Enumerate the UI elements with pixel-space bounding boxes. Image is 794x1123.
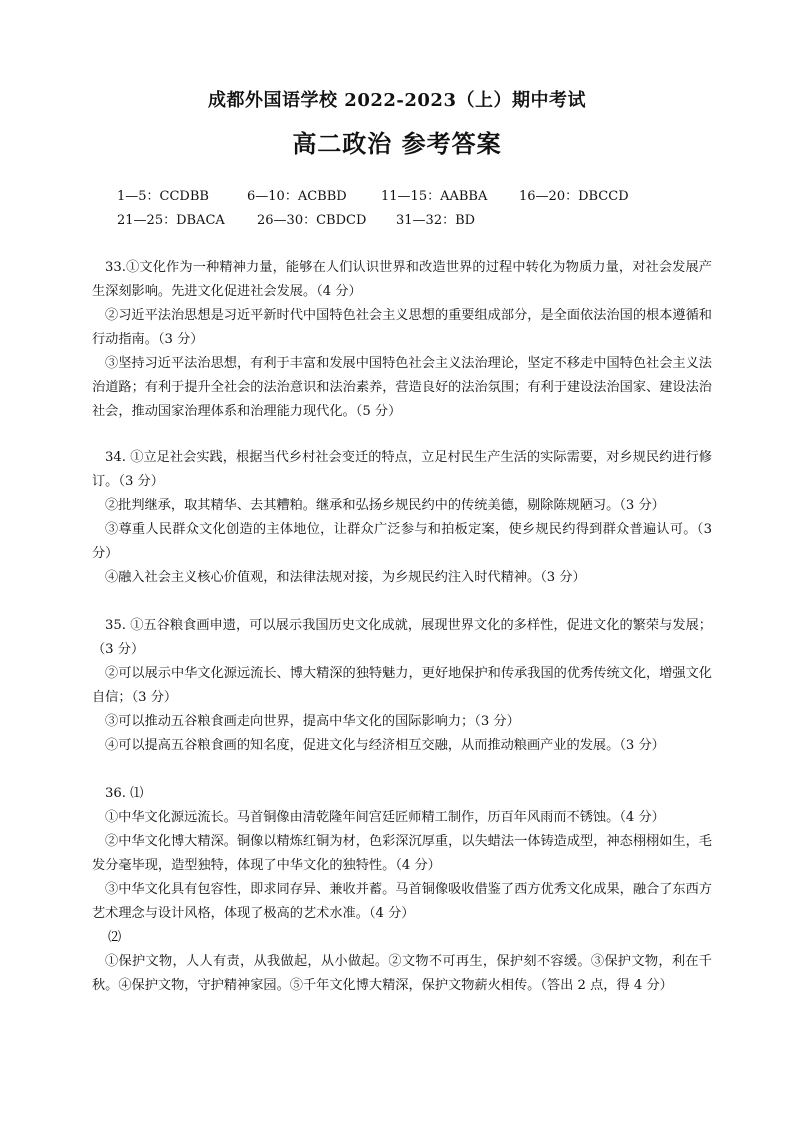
question-number: 36. ⑴ <box>105 786 144 801</box>
answer-group: 11—15：AABBA <box>381 189 488 204</box>
answer-paragraph: ②习近平法治思想是习近平新时代中国特色社会主义思想的重要组成部分，是全面依法治国的根本遵循和行动指南。（3 分） <box>92 308 712 347</box>
answer-group: 31—32：BD <box>396 213 476 228</box>
answer-paragraph: ②可以展示中华文化源远流长、博大精深的独特魅力，更好地保护和传承我国的优秀传统文化，增强文化自信；（3 分） <box>92 666 712 705</box>
sub-question-number: ⑵ <box>108 930 122 945</box>
answer-group: 21—25：DBACA <box>117 213 225 228</box>
answer-group: 16—20：DBCCD <box>519 189 629 204</box>
choice-answers <box>117 185 717 233</box>
answer-paragraph: ①保护文物，人人有责，从我做起，从小做起。②文物不可再生，保护刻不容缓。③保护文物，利在千秋。④保护文物，守护精神家园。⑤千年文化博大精深，保护文物薪火相传。（答出 2 点，得 4 分） <box>92 954 712 993</box>
answer-group: 1—5：CCDBB <box>117 189 209 204</box>
question-35 <box>92 614 712 758</box>
answer-paragraph: ④可以提高五谷粮食画的知名度，促进文化与经济相互交融，从而推动粮画产业的发展。（3 分） <box>105 738 665 753</box>
answer-paragraph: ③坚持习近平法治思想，有利于丰富和发展中国特色社会主义法治理论，坚定不移走中国特色社会主义法治道路；有利于提升全社会的法治意识和法治素养，营造良好的法治氛围；有利于建设法治国家、建设法治社会，推动国家治理体系和治理能力现代化。（5 分） <box>92 356 712 419</box>
answer-row <box>117 209 717 233</box>
answer-paragraph: ②中华文化博大精深。铜像以精炼红铜为材，色彩深沉厚重，以失蜡法一体铸造成型，神态栩栩如生，毛发分毫毕现，造型独特，体现了中华文化的独特性。（4 分） <box>92 834 712 873</box>
answer-paragraph: 33.①文化作为一种精神力量，能够在人们认识世界和改造世界的过程中转化为物质力量，对社会发展产生深刻影响。先进文化促进社会发展。（4 分） <box>92 260 712 299</box>
answer-row <box>117 185 717 209</box>
page-subtitle: 高二政治 参考答案 <box>292 129 502 158</box>
answer-paragraph: ①中华文化源远流长。马首铜像由清乾隆年间宫廷匠师精工制作，历百年风雨而不锈蚀。（4 分） <box>105 810 665 825</box>
answer-group: 26—30：CBDCD <box>257 213 367 228</box>
answer-paragraph: ②批判继承，取其精华、去其糟粕。继承和弘扬乡规民约中的传统美德，剔除陈规陋习。（3 分） <box>105 498 665 513</box>
answer-paragraph: ④融入社会主义核心价值观，和法律法规对接，为乡规民约注入时代精神。（3 分） <box>105 570 586 585</box>
question-34 <box>92 446 712 590</box>
answer-paragraph: ③尊重人民群众文化创造的主体地位，让群众广泛参与和拍板定案，使乡规民约得到群众普遍认可。（3 分） <box>92 522 712 561</box>
question-36 <box>92 782 712 998</box>
answer-paragraph: ③中华文化具有包容性，即求同存异、兼收并蓄。马首铜像吸收借鉴了西方优秀文化成果，融合了东西方艺术理念与设计风格，体现了极高的艺术水准。（4 分） <box>92 882 712 921</box>
page-title: 成都外国语学校 2022-2023（上）期中考试 <box>208 90 586 111</box>
answer-paragraph: 34. ①立足社会实践，根据当代乡村社会变迁的特点，立足村民生产生活的实际需要，对乡规民约进行修订。（3 分） <box>92 450 712 489</box>
question-33 <box>92 256 712 424</box>
answer-paragraph: 35. ①五谷粮食画申遗，可以展示我国历史文化成就，展现世界文化的多样性，促进文化的繁荣与发展；（3 分） <box>92 618 712 657</box>
answer-group: 6—10：ACBBD <box>247 189 347 204</box>
answer-paragraph: ③可以推动五谷粮食画走向世界，提高中华文化的国际影响力；（3 分） <box>105 714 520 729</box>
